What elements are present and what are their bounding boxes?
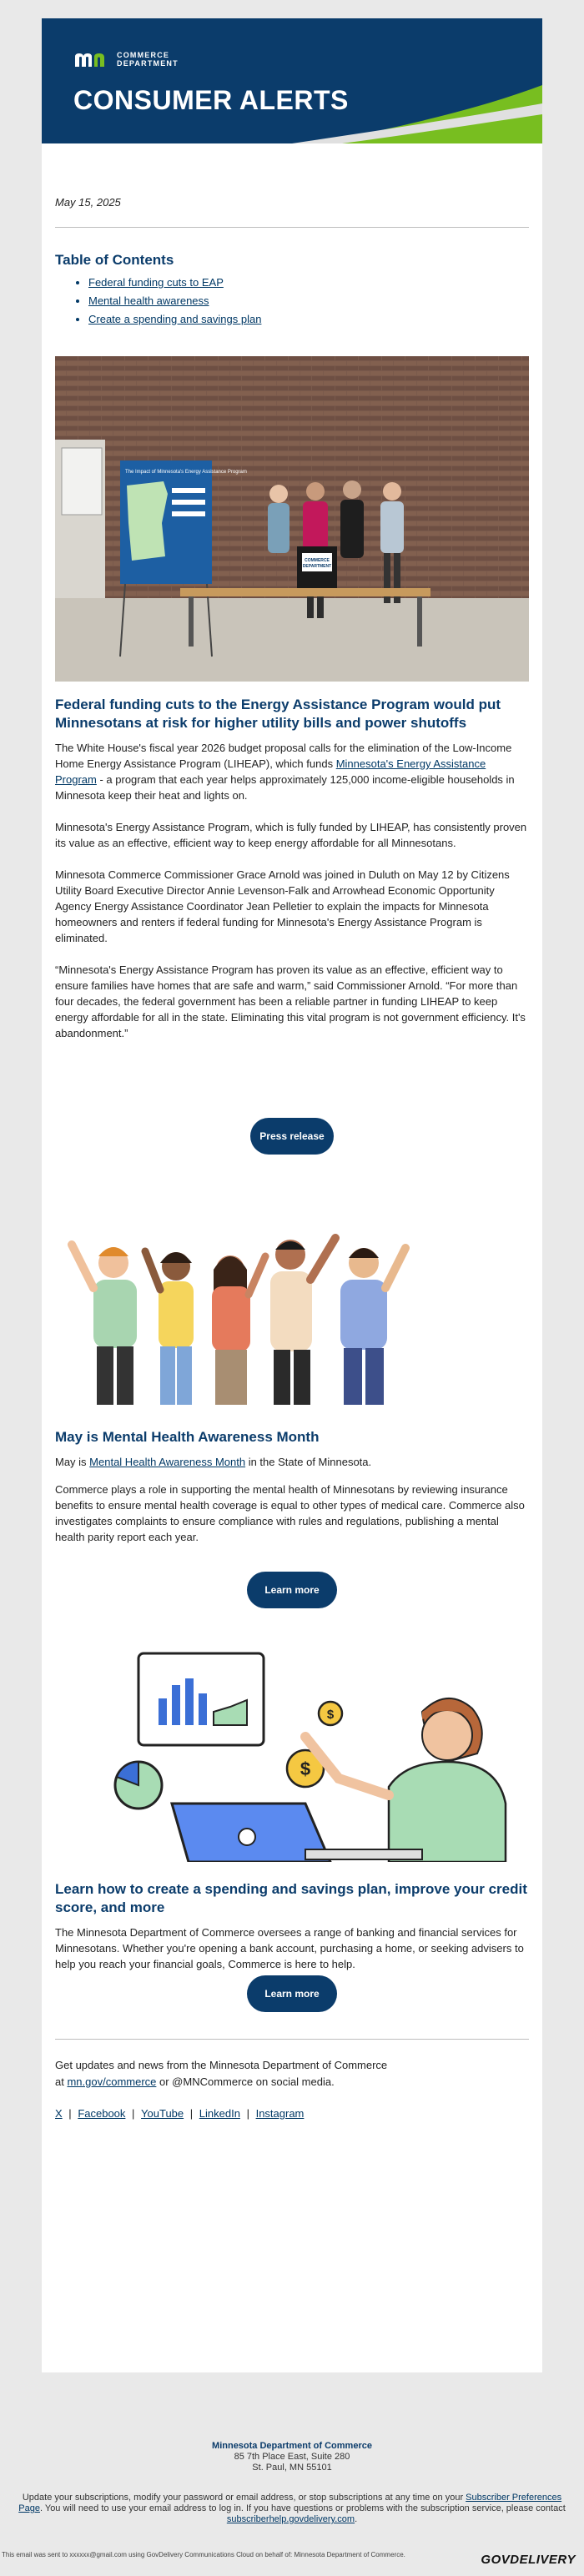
banner-swoosh <box>42 18 542 143</box>
separator: | <box>132 2107 135 2120</box>
facebook-link[interactable]: Facebook <box>78 2107 126 2120</box>
logo-line-1: COMMERCE <box>117 51 170 59</box>
legal-notice: This email was sent to xxxxxx@gmail.com using GovDelivery Communications Cloud on behalf of: Minnesota Department of Commerce. <box>2 2551 405 2558</box>
youtube-link[interactable]: YouTube <box>141 2107 184 2120</box>
section-eap-paragraph-3: Minnesota Commerce Commissioner Grace Arnold was joined in Duluth on May 12 by Citizens Utility Board Executive Director Annie Levenson-Falk and Arrowhead Economic Opportunity Agency Energy Assistance Coordinator Jean Pelletier to explain the impacts for Minnesota homeowners and renters if federal funding for Minnesota's Energy Assistance Program is eliminated. <box>55 868 510 944</box>
social-links <box>55 2106 529 2122</box>
govdelivery-logo[interactable]: GOVDELIVERY <box>481 2553 576 2567</box>
separator: | <box>189 2107 194 2120</box>
text-span: . <box>355 2514 358 2524</box>
address-street: 85 7th Place East, Suite 280 <box>234 2452 350 2462</box>
section-mental-health <box>55 1428 529 1545</box>
coin-symbol-large: $ <box>300 1758 311 1779</box>
toc-link-mental-health[interactable]: Mental health awareness <box>88 294 209 307</box>
subscriber-preferences-link[interactable]: Subscriber Preferences Page <box>18 2493 562 2513</box>
section-eap <box>55 696 529 1041</box>
coin-symbol-small: $ <box>326 1708 335 1722</box>
x-link[interactable]: X <box>55 2107 63 2120</box>
commerce-logo[interactable] <box>73 50 179 68</box>
social-footer <box>55 2057 529 2122</box>
text-span: in the State of Minnesota. <box>245 1456 372 1468</box>
text-span: The White House's fiscal year 2026 budget proposal calls for the elimination of the Low-Income Home Energy Assistance Program (LIHEAP), which funds <box>55 742 512 770</box>
section-savings-paragraph: The Minnesota Department of Commerce oversees a range of banking and financial services for Minnesotans. Whether you're opening a bank account, purchasing a home, or seeking advisers to help you reach your financial goals, Commerce is here to help. <box>55 1926 524 1970</box>
separator: | <box>68 2107 72 2120</box>
section-eap-heading: Federal funding cuts to the Energy Assistance Program would put Minnesotans at risk for higher utility bills and power shutoffs <box>55 697 501 731</box>
mental-health-month-link[interactable]: Mental Health Awareness Month <box>89 1456 246 1468</box>
section-mental-health-heading: May is Mental Health Awareness Month <box>55 1429 320 1445</box>
subscription-notice <box>0 2493 584 2525</box>
address-city: St. Paul, MN 55101 <box>252 2463 332 2473</box>
section-savings <box>55 1880 529 1972</box>
footer-line-1: Get updates and news from the Minnesota Department of Commerce <box>55 2059 388 2071</box>
separator: | <box>246 2107 249 2120</box>
email-card <box>42 18 542 2372</box>
issue-date: May 15, 2025 <box>55 196 121 209</box>
logo-line-2: DEPARTMENT <box>117 59 179 68</box>
poster-title: The Impact of Minnesota's Energy Assistance Program <box>125 470 247 475</box>
toc-title: Table of Contents <box>55 252 174 268</box>
press-conference-photo <box>55 356 529 682</box>
section-savings-heading: Learn how to create a spending and savings plan, improve your credit score, and more <box>55 1881 527 1915</box>
text-span: . You will need to use your email address to log in. If you have questions or problems with the subscription service, please contact <box>39 2503 566 2513</box>
text-span: - a program that each year helps approximately 125,000 income-eligible households in Minnesota keep their heat and lights on. <box>55 773 515 802</box>
savings-learn-more-button[interactable]: Learn more <box>247 1975 337 2012</box>
linkedin-link[interactable]: LinkedIn <box>199 2107 240 2120</box>
section-mental-health-paragraph-2: Commerce plays a role in supporting the mental health of Minnesotans by reviewing insurance benefits to ensure mental health coverage is equal to other types of medical care. Commerce also investigates complaints to ensure compliance with rules and regulations, publishing a mental health parity report each year. <box>55 1483 525 1543</box>
toc-link-eap[interactable]: Federal funding cuts to EAP <box>88 276 224 289</box>
toc-list <box>55 274 542 329</box>
footer-line-2 <box>55 2074 529 2090</box>
mn-logo-icon <box>73 50 110 68</box>
group-waving-illustration <box>55 1186 529 1411</box>
divider <box>55 227 529 228</box>
address-org: Minnesota Department of Commerce <box>212 2441 372 2451</box>
toc-item <box>88 274 542 292</box>
text-span: May is <box>55 1456 90 1468</box>
finance-laptop-illustration <box>55 1637 529 1862</box>
section-eap-paragraph-2: Minnesota's Energy Assistance Program, which is fully funded by LIHEAP, has consistently proven its value as an effective, efficient way to keep energy affordable for all Minnesotans. <box>55 821 527 849</box>
mental-health-learn-more-button[interactable]: Learn more <box>247 1572 337 1608</box>
podium-sign-line-1: COMMERCE <box>305 558 330 563</box>
podium-sign-line-2: DEPARTMENT <box>302 564 332 569</box>
text-span: at <box>55 2075 68 2088</box>
subscriber-help-link[interactable]: subscriberhelp.govdelivery.com <box>226 2514 355 2524</box>
header-banner <box>42 18 542 143</box>
energy-assistance-link[interactable]: Minnesota's Energy Assistance Program <box>55 757 486 786</box>
banner-title: CONSUMER ALERTS <box>73 85 349 115</box>
address-block <box>0 2441 584 2473</box>
toc-link-savings-plan[interactable]: Create a spending and savings plan <box>88 313 262 325</box>
press-release-button[interactable]: Press release <box>250 1118 334 1155</box>
divider <box>55 2039 529 2040</box>
toc-item <box>88 310 542 329</box>
toc-item <box>88 292 542 310</box>
logo-text <box>117 51 179 68</box>
text-span: or @MNCommerce on social media. <box>156 2075 335 2088</box>
section-eap-paragraph-1 <box>55 740 529 803</box>
commerce-website-link[interactable]: mn.gov/commerce <box>67 2075 157 2088</box>
section-eap-paragraph-4: “Minnesota's Energy Assistance Program has proven its value as an effective, efficient way to ensure families have homes that are safe and warm,” said Commissioner Arnold. “For more than four decades, the federal government has been a reliable partner in funding LIHEAP to keep energy affordable for all in the state. Eliminating this vital program is not government efficiency. It's abandonment.” <box>55 963 526 1039</box>
section-mental-health-paragraph-1 <box>55 1454 529 1470</box>
instagram-link[interactable]: Instagram <box>255 2107 305 2120</box>
text-span: Update your subscriptions, modify your password or email address, or stop subscriptions at any time on your <box>22 2493 466 2503</box>
